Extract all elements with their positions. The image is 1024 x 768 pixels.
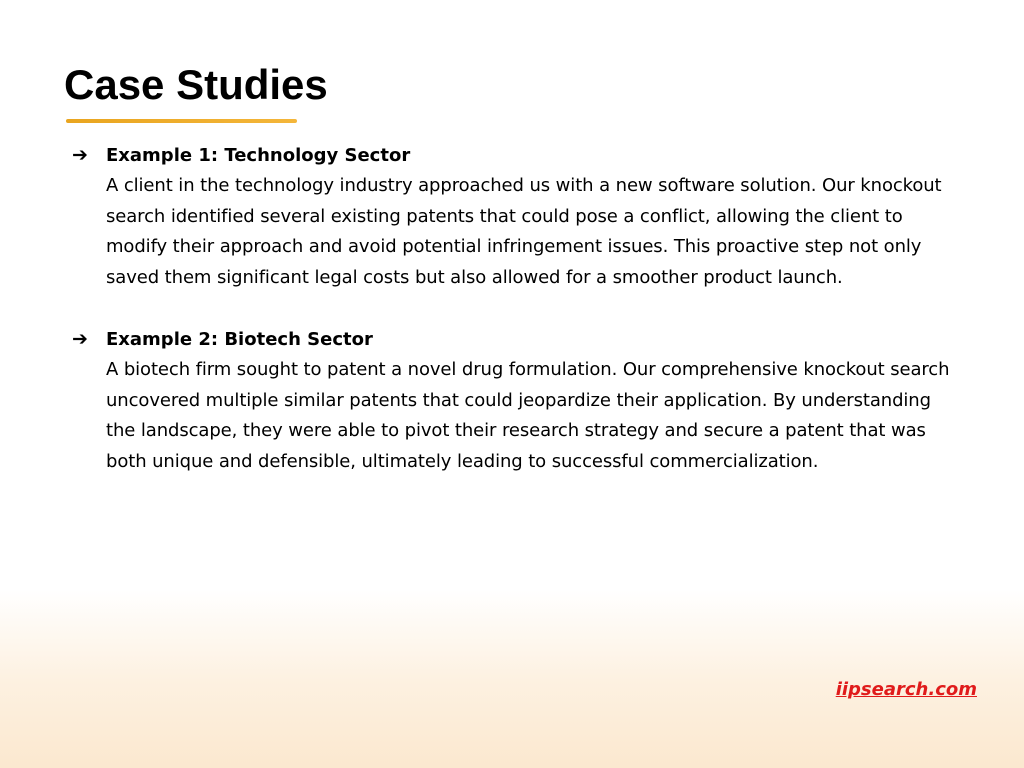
title-underline — [66, 119, 297, 123]
website-link[interactable]: iipsearch.com — [835, 679, 977, 700]
arrow-right-icon: ➔ — [72, 327, 88, 350]
case-body: A biotech firm sought to patent a novel drug formulation. Our comprehensive knockout search uncovered multiple similar patents that could jeopardize their application. By understanding the landscape, they were able to pivot their research strategy and secure a patent that was both unique and defensible, ultimately leading to successful commercialization. — [106, 358, 950, 472]
arrow-right-icon: ➔ — [72, 144, 88, 166]
case-heading: Example 1: Technology Sector — [106, 145, 411, 166]
case-heading: Example 2: Biotech Sector — [106, 328, 373, 350]
case-body: A client in the technology industry approached us with a new software solution. Our knockout search identified several existing patents that could pose a conflict, allowing the client to modify their approach and avoid potential infringement issues. This proactive step not only saved them significant legal costs but also allowed for a smoother product launch. — [106, 175, 942, 289]
case-studies-list — [72, 140, 952, 508]
list-item-case-2 — [72, 324, 952, 478]
page-title: Case Studies — [64, 61, 328, 108]
list-item-case-1 — [72, 140, 952, 294]
